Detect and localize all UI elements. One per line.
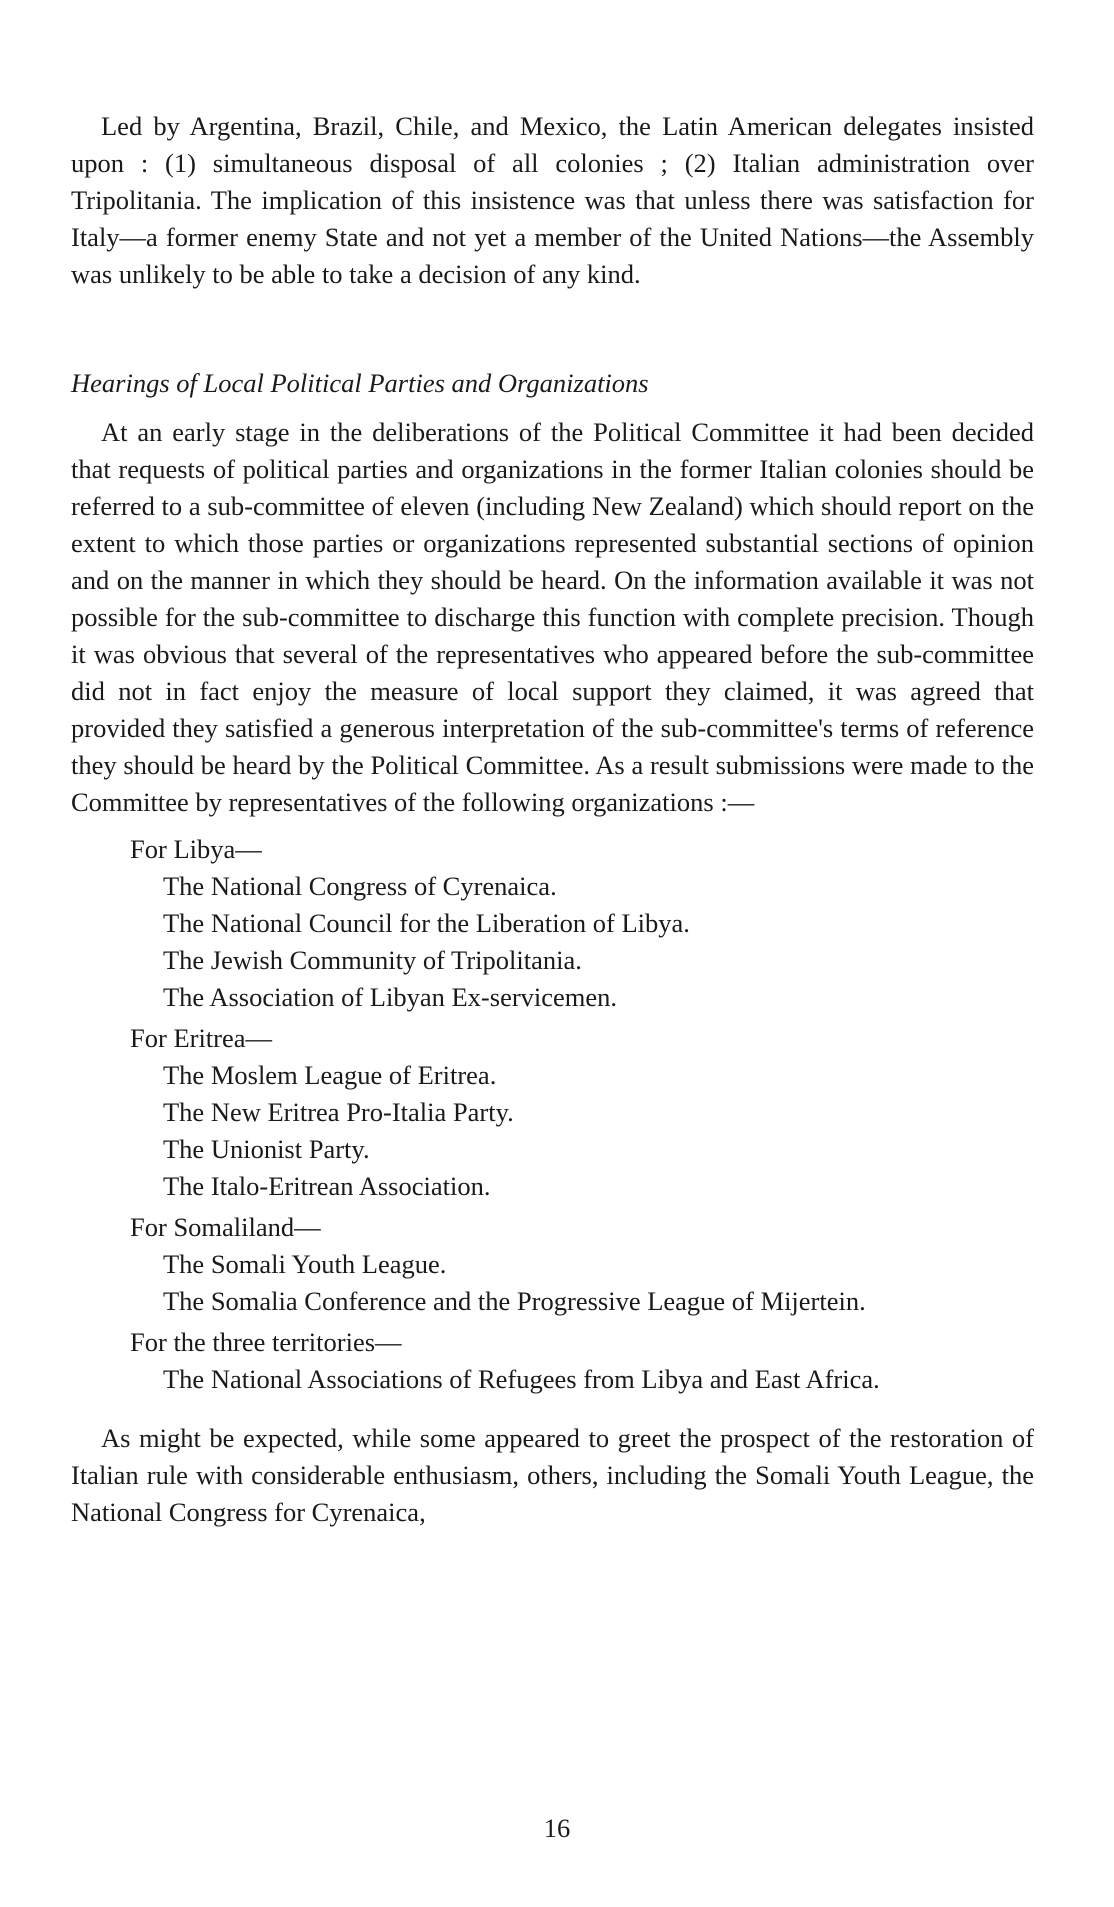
list-item: The New Eritrea Pro-Italia Party. xyxy=(163,1097,514,1127)
group-list-eritrea xyxy=(130,1057,1034,1205)
group-label-somaliland: For Somaliland— xyxy=(130,1212,321,1242)
list-item: The Moslem League of Eritrea. xyxy=(163,1060,497,1090)
paragraph-hearings: At an early stage in the deliberations of the Political Committee it had been decided that requests of political parties and organizations in the former Italian colonies should be referred to a sub-committee of eleven (including New Zealand) which should report on the extent to which those parties or organizations represented substantial sections of opinion and on the manner in which they should be heard. On the information available it was not possible for the sub-committee to discharge this function with complete precision. Though it was obvious that several of the representatives who appeared before the sub-committee did not in fact enjoy the measure of local support they claimed, it was agreed that provided they satisfied a generous interpretation of the sub-committee's terms of reference they should be heard by the Political Committee. As a result submissions were made to the Committee by representatives of the following organizations :— xyxy=(71,417,1034,817)
list-item: The National Congress of Cyrenaica. xyxy=(163,871,557,901)
group-label-libya: For Libya— xyxy=(130,834,262,864)
list-item: The National Associations of Refugees from Libya and East Africa. xyxy=(163,1364,880,1394)
paragraph-latin-american-delegates: Led by Argentina, Brazil, Chile, and Mexico, the Latin American delegates insisted upon : (1) simultaneous disposal of all colonies ; (2) Italian administration over Tripolitania. The implication of this insistence was that unless there was satisfaction for Italy—a former enemy State and not yet a member of the United Nations—the Assembly was unlikely to be able to take a decision of any kind. xyxy=(71,111,1034,289)
paragraph-restoration: As might be expected, while some appeared to greet the prospect of the restoration of Italian rule with considerable enthusiasm, others, including the Somali Youth League, the National Congress for Cyrenaica, xyxy=(71,1423,1034,1527)
group-list-three-territories xyxy=(130,1361,1034,1398)
organizations-list xyxy=(130,831,1034,1398)
list-item: The Somali Youth League. xyxy=(163,1249,447,1279)
page-number: 16 xyxy=(543,1813,571,1843)
list-item: The Somalia Conference and the Progressive League of Mijertein. xyxy=(163,1286,866,1316)
group-label-three-territories: For the three territories— xyxy=(130,1327,402,1357)
list-item: The Association of Libyan Ex-servicemen. xyxy=(163,982,618,1012)
list-item: The Jewish Community of Tripolitania. xyxy=(163,945,582,975)
list-item: The National Council for the Liberation of Libya. xyxy=(163,908,690,938)
group-list-libya xyxy=(130,868,1034,1016)
list-item: The Unionist Party. xyxy=(163,1134,370,1164)
group-label-eritrea: For Eritrea— xyxy=(130,1023,273,1053)
list-item: The Italo-Eritrean Association. xyxy=(163,1171,491,1201)
section-heading: Hearings of Local Political Parties and Organizations xyxy=(71,368,649,398)
group-list-somaliland xyxy=(130,1246,1034,1320)
